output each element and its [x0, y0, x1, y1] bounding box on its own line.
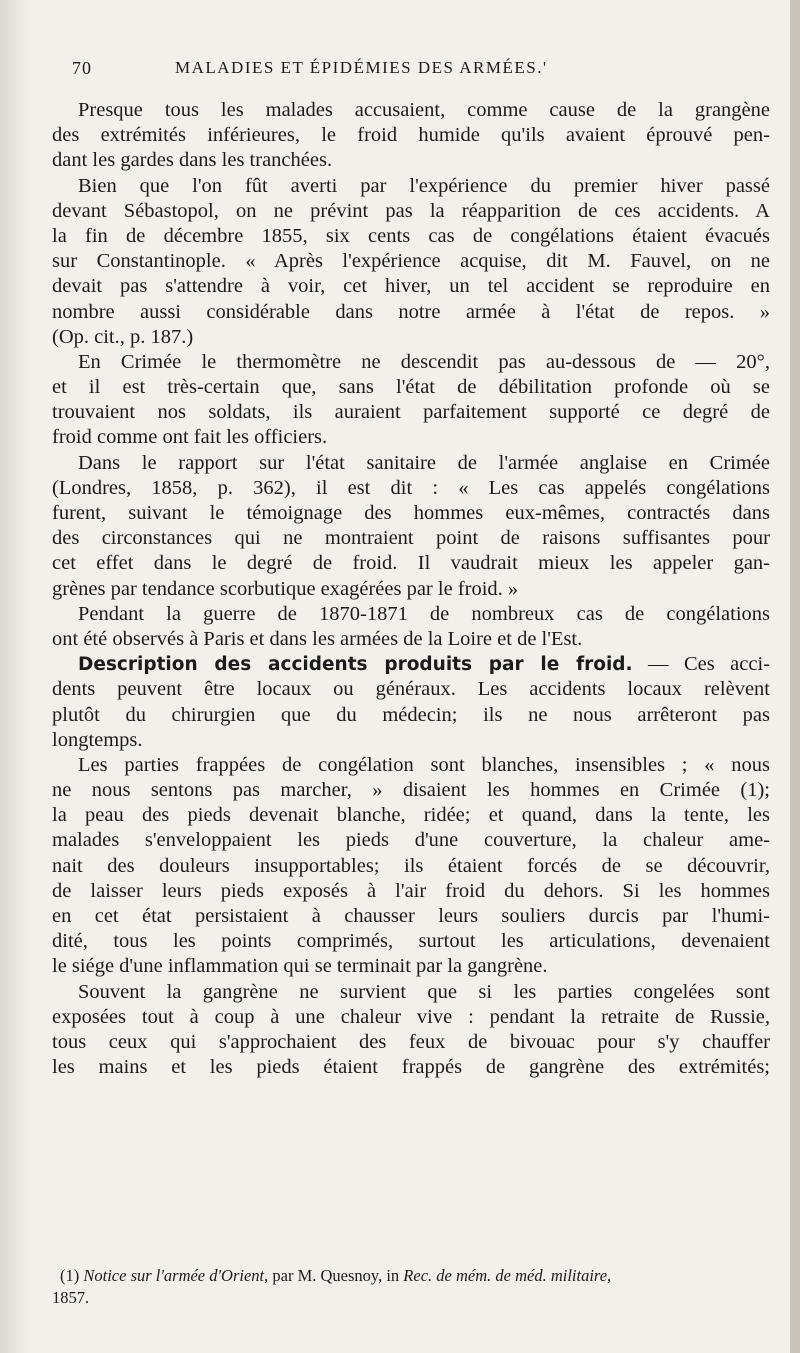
text-line: malades s'enveloppaient les pieds d'une couverture, la chaleur ame- — [52, 829, 770, 852]
text-line: plutôt du chirurgien que du médecin; ils ne nous arrêteront pas — [52, 703, 770, 726]
text-line: (Op. cit., p. 187.) — [52, 325, 194, 348]
text-line: grènes par tendance scorbutique exagérées par le froid. » — [52, 577, 519, 600]
text-line: la fin de décembre 1855, six cents cas de congélations étaient évacués — [52, 224, 770, 247]
text-line: Bien que l'on fût averti par l'expérience du premier hiver passé — [78, 174, 770, 197]
text-line: trouvaient nos soldats, ils auraient parfaitement supporté ce degré de — [52, 401, 770, 424]
page-edge — [790, 0, 800, 1353]
text-line: le siége d'une inflammation qui se terminait par la gangrène. — [52, 955, 548, 978]
text-line: devait pas s'attendre à voir, cet hiver, un tel accident se reproduire en — [52, 275, 770, 298]
text-line: des circonstances qui ne montraient point de raisons suffisantes pour — [52, 527, 770, 550]
text-line: dents peuvent être locaux ou généraux. Les accidents locaux relèvent — [52, 678, 770, 701]
text-line: sur Constantinople. « Après l'expérience acquise, dit M. Fauvel, on ne — [52, 250, 770, 273]
text-line: Souvent la gangrène ne survient que si les parties congelées sont — [78, 980, 770, 1003]
text-line: des extrémités inférieures, le froid humide qu'ils avaient éprouvé pen- — [52, 124, 770, 147]
text-line: nait des douleurs insupportables; ils étaient forcés de se découvrir, — [52, 854, 770, 877]
footnote — [52, 1265, 770, 1309]
body-text — [52, 98, 770, 1080]
footnote-year: 1857. — [52, 1288, 90, 1307]
section-heading: Description des accidents produits par le froid. — [78, 654, 633, 676]
text-line: cet effet dans le degré de froid. Il vaudrait mieux les appeler gan- — [52, 552, 770, 575]
text-line: En Crimée le thermomètre ne descendit pas au-dessous de — 20°, — [78, 350, 770, 373]
footnote-journal: Rec. de mém. de méd. militaire, — [403, 1266, 612, 1285]
footnote-title: Notice sur l'armée d'Orient, — [83, 1266, 269, 1285]
text-line: nombre aussi considérable dans notre armée à l'état de repos. » — [52, 300, 770, 323]
text-line: Les parties frappées de congélation sont blanches, insensibles ; « nous — [78, 753, 770, 776]
text-line: Pendant la guerre de 1870-1871 de nombreux cas de congélations — [78, 602, 770, 625]
text-line: tous ceux qui s'approchaient des feux de bivouac pour s'y chauffer — [52, 1030, 770, 1053]
text-line: (Londres, 1858, p. 362), il est dit : « Les cas appelés congélations — [52, 476, 770, 499]
heading-line-rest: — Ces acci- — [632, 653, 770, 676]
text-line: dité, tous les points comprimés, surtout les articulations, devenaient — [52, 930, 770, 953]
text-line: longtemps. — [52, 728, 143, 751]
text-line: la peau des pieds devenait blanche, ridée; et quand, dans la tente, les — [52, 804, 770, 827]
footnote-author: par M. Quesnoy, in — [268, 1266, 404, 1285]
footnote-marker: (1) — [60, 1266, 80, 1285]
page-number: 70 — [72, 58, 92, 78]
footnote-line — [52, 1265, 770, 1287]
text-line: ne nous sentons pas marcher, » disaient les hommes en Crimée (1); — [52, 779, 770, 802]
text-line: froid comme ont fait les officiers. — [52, 426, 328, 449]
text-line: et il est très-certain que, sans l'état de débilitation profonde où se — [52, 376, 770, 399]
page-gutter — [0, 0, 30, 1353]
text-line: furent, suivant le témoignage des hommes eux-mêmes, contractés dans — [52, 502, 770, 524]
text-line: les mains et les pieds étaient frappés de gangrène des extrémités; — [52, 1056, 770, 1079]
text-line: devant Sébastopol, on ne prévint pas la réapparition de ces accidents. A — [52, 199, 770, 222]
running-title: MALADIES ET ÉPIDÉMIES DES ARMÉES.' — [175, 58, 548, 77]
section-heading-line — [52, 652, 770, 677]
text-line: ont été observés à Paris et dans les armées de la Loire et de l'Est. — [52, 627, 583, 650]
text-line: dant les gardes dans les tranchées. — [52, 149, 333, 172]
text-line: Dans le rapport sur l'état sanitaire de l'armée anglaise en Crimée — [78, 451, 770, 474]
text-line: exposées tout à coup à une chaleur vive : pendant la retraite de Russie, — [52, 1005, 770, 1028]
text-line: de laisser leurs pieds exposés à l'air froid du dehors. Si les hommes — [52, 879, 770, 902]
text-line: en cet état persistaient à chausser leurs souliers durcis par l'humi- — [52, 905, 770, 927]
running-head — [50, 58, 770, 82]
text-line: Presque tous les malades accusaient, comme cause de la grangène — [78, 99, 770, 121]
